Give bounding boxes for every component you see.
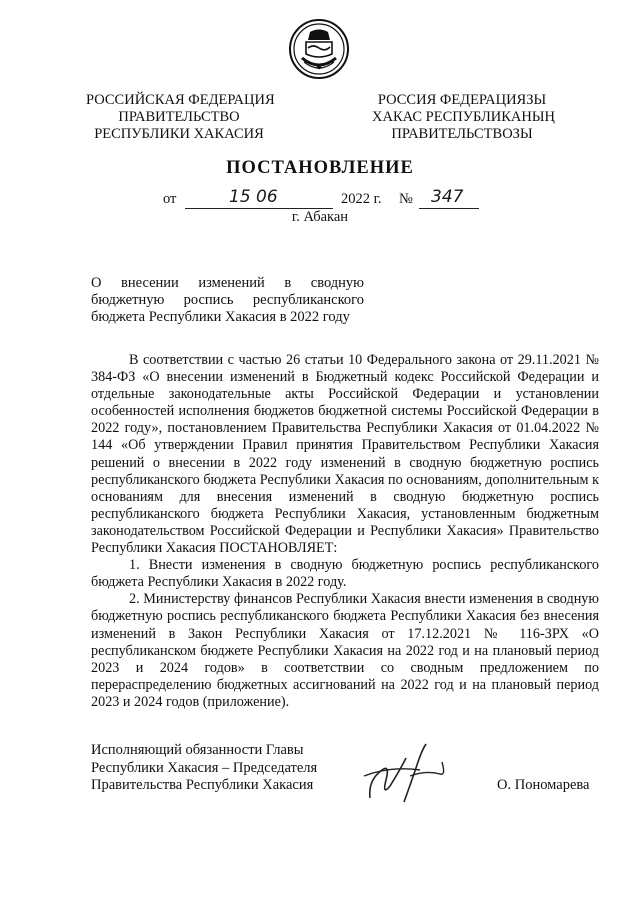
body-paragraph-item-1: 1. Внести изменения в сводную бюджетную роспись республиканского бюджета Республики Хакасия в 2022 году. [91,557,599,591]
handwritten-signature [360,740,450,810]
signatory-title-line: Республики Хакасия – Председателя [91,759,318,776]
subject-line: О внесении изменений в сводную [91,275,364,291]
signatory-title-line: Правительства Республики Хакасия [91,777,314,793]
number-label: № [399,191,413,207]
header-left-line: РОССИЙСКАЯ ФЕДЕРАЦИЯ [86,92,275,108]
subject-line: бюджетную роспись республиканского [91,292,364,308]
signatory-title [91,742,317,795]
handwritten-date: 15 06 [229,187,278,207]
body-paragraph-item-2: 2. Министерству финансов Республики Хакасия внести изменения в сводную бюджетную роспись республиканского бюджета Республики Хакасия без внесения изменений в Закон Республики Хакасия от 17.12.2021 № 116-ЗРХ «О республиканском бюджете Республики Хакасия на 2022 год и на плановый период 2023 и 2024 годов» в соответствии со сводным предложением по перераспределению бюджетных ассигнований на 2022 год и на плановый период 2023 и 2024 годов (приложение). [91,591,599,710]
date-prefix: от [163,191,177,207]
signer-name: О. Пономарева [497,777,590,793]
header-right [372,92,555,143]
document-type-title: ПОСТАНОВЛЕНИЕ [226,158,414,178]
handwritten-number: 347 [431,187,464,207]
header-right-line: ПРАВИТЕЛЬСТВОЗЫ [391,126,533,142]
subject-heading [91,275,364,326]
signatory-title-line: Исполняющий обязанности Главы [91,742,304,758]
body-text [91,352,599,711]
header-left-line: РЕСПУБЛИКИ ХАКАСИЯ [94,126,264,142]
header-right-line: ХАКАС РЕСПУБЛИКАНЫҢ [372,109,555,125]
header-left [86,92,275,143]
header-right-line: РОССИЯ ФЕДЕРАЦИЯЗЫ [377,92,547,108]
subject-line: бюджета Республики Хакасия в 2022 году [91,309,350,325]
year-label: 2022 г. [341,191,382,207]
coat-of-arms-emblem [288,18,350,80]
body-paragraph-preamble: В соответствии с частью 26 статьи 10 Федерального закона от 29.11.2021 № 384-ФЗ «О внесении изменений в Бюджетный кодекс Российской Федерации и отдельные законодательные акты Российской Федерации и установлении особенностей исполнения бюджетов бюджетной системы Российской Федерации в 2022 году», постановлением Правительства Республики Хакасия от 01.04.2022 № 144 «Об утверждении Правил принятия Правительством Республики Хакасия решений о внесении в 2022 году изменений в сводную бюджетную роспись республиканского бюджета Республики Хакасия по основаниям, дополнительным к основаниям для внесения изменений в сводную бюджетную роспись республиканского бюджета Республики Хакасия, установленным бюджетным законодательством Российской Федерации и Республики Хакасия» Правительство Республики Хакасия ПОСТАНОВЛЯЕТ: [91,352,599,557]
header-left-line: ПРАВИТЕЛЬСТВО [118,109,240,125]
city-label: г. Абакан [291,209,349,225]
